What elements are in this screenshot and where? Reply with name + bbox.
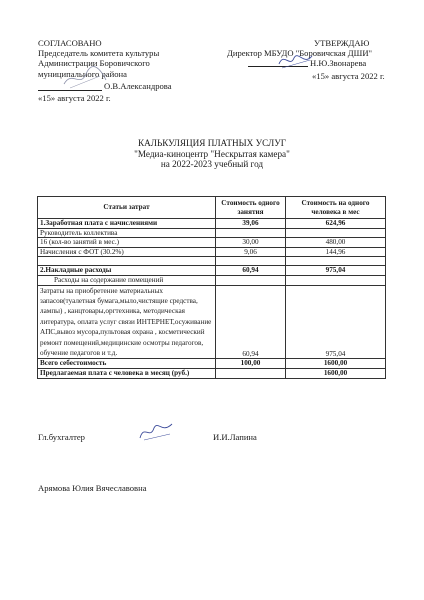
table-row [38, 266, 386, 276]
row-payroll-tax-lesson: 9,06 [216, 247, 286, 257]
row-overhead-lesson: 60,94 [216, 266, 286, 276]
approval-left-signer: О.В.Александрова [104, 81, 172, 91]
row-proposed-fee-label: Предлагаемая плата с человека в месяц (руб.) [38, 369, 216, 379]
approval-right-heading: УТВЕРЖДАЮ [314, 38, 370, 48]
accountant-title: Гл.бухгалтер [38, 432, 85, 442]
row-total-cost-lesson: 100,00 [216, 359, 286, 369]
row-materials-month: 975,04 [286, 285, 386, 359]
table-row [38, 285, 386, 359]
table-header-row [38, 197, 386, 219]
row-salary-lesson: 39,06 [216, 219, 286, 229]
approval-right-date: «15» августа 2022 г. [312, 71, 385, 81]
approval-left-date: «15» августа 2022 г. [38, 93, 111, 103]
row-salary-label: 1.Заработная плата с начислениями [38, 219, 216, 229]
row-salary-month: 624,96 [286, 219, 386, 229]
row-payroll-tax-label: Начисления с ФОТ (30.2%) [38, 247, 216, 257]
approval-right-line1: Директор МБУДО "Боровичская ДШИ" [227, 48, 373, 58]
row-overhead-label: 2.Накладные расходы [38, 266, 216, 276]
row-lessons-lesson: 30,00 [216, 238, 286, 248]
row-materials-label: Затраты на приобретение материальных запасов(туалетная бумага,мыло,чистящие средства, лампы) , канцтовары,оргтехника, методическая литература, оплата услуг связи ИНТЕРНЕТ,осуживание АПС,вывоз мусора,пультовая охрана , косметический ремонт помещений,медицинские осмотры педагогов, обучение педагогов и т.д. [38, 285, 216, 359]
table-row-spacer [38, 257, 386, 266]
row-premises-label: Расходы на содержание помещений [38, 275, 216, 285]
document-subtitle: "Медиа-киноцентр "Нескрытая камера" [134, 149, 290, 159]
approval-left-line1: Председатель комитета культуры [38, 48, 160, 58]
approval-right-signer: Н.Ю.Звонарева [310, 58, 367, 68]
row-proposed-fee-month: 1600,00 [286, 369, 386, 379]
header-cost-per-person-month: Стоимость на одного человека в мес [286, 197, 386, 219]
header-cost-items: Статьи затрат [38, 197, 216, 219]
accountant-signature-icon [136, 418, 176, 444]
row-payroll-tax-month: 144,96 [286, 247, 386, 257]
table-row [38, 275, 386, 285]
row-materials-lesson: 60,94 [216, 285, 286, 359]
row-lessons-month: 480,00 [286, 238, 386, 248]
accountant-name: И.И.Лапина [213, 432, 257, 442]
table-row [38, 247, 386, 257]
row-lessons-label: 16 (кол-во занятий в мес.) [38, 238, 216, 248]
table-row [38, 369, 386, 379]
approval-left-line2: Администрации Боровичского [38, 58, 150, 68]
document-period: на 2022-2023 учебный год [160, 159, 264, 169]
approval-left-signature-icon [60, 62, 110, 92]
row-total-cost-month: 1600,00 [286, 359, 386, 369]
executor-name: Арямова Юлия Вячеславовна [38, 483, 147, 493]
row-leader-label: Руководитель коллектива [38, 228, 216, 238]
approval-left-line3: муниципального района [38, 69, 127, 79]
calculation-table [37, 196, 386, 379]
approval-right-signature-icon [276, 48, 316, 72]
table-row [38, 228, 386, 238]
row-total-cost-label: Всего себестоимость [38, 359, 216, 369]
header-cost-per-lesson: Стоимость одного занятия [216, 197, 286, 219]
table-row [38, 359, 386, 369]
approval-left-heading: СОГЛАСОВАНО [38, 38, 102, 48]
table-row [38, 219, 386, 229]
row-overhead-month: 975,04 [286, 266, 386, 276]
table-row [38, 238, 386, 248]
document-title: КАЛЬКУЛЯЦИЯ ПЛАТНЫХ УСЛУГ [137, 138, 287, 148]
